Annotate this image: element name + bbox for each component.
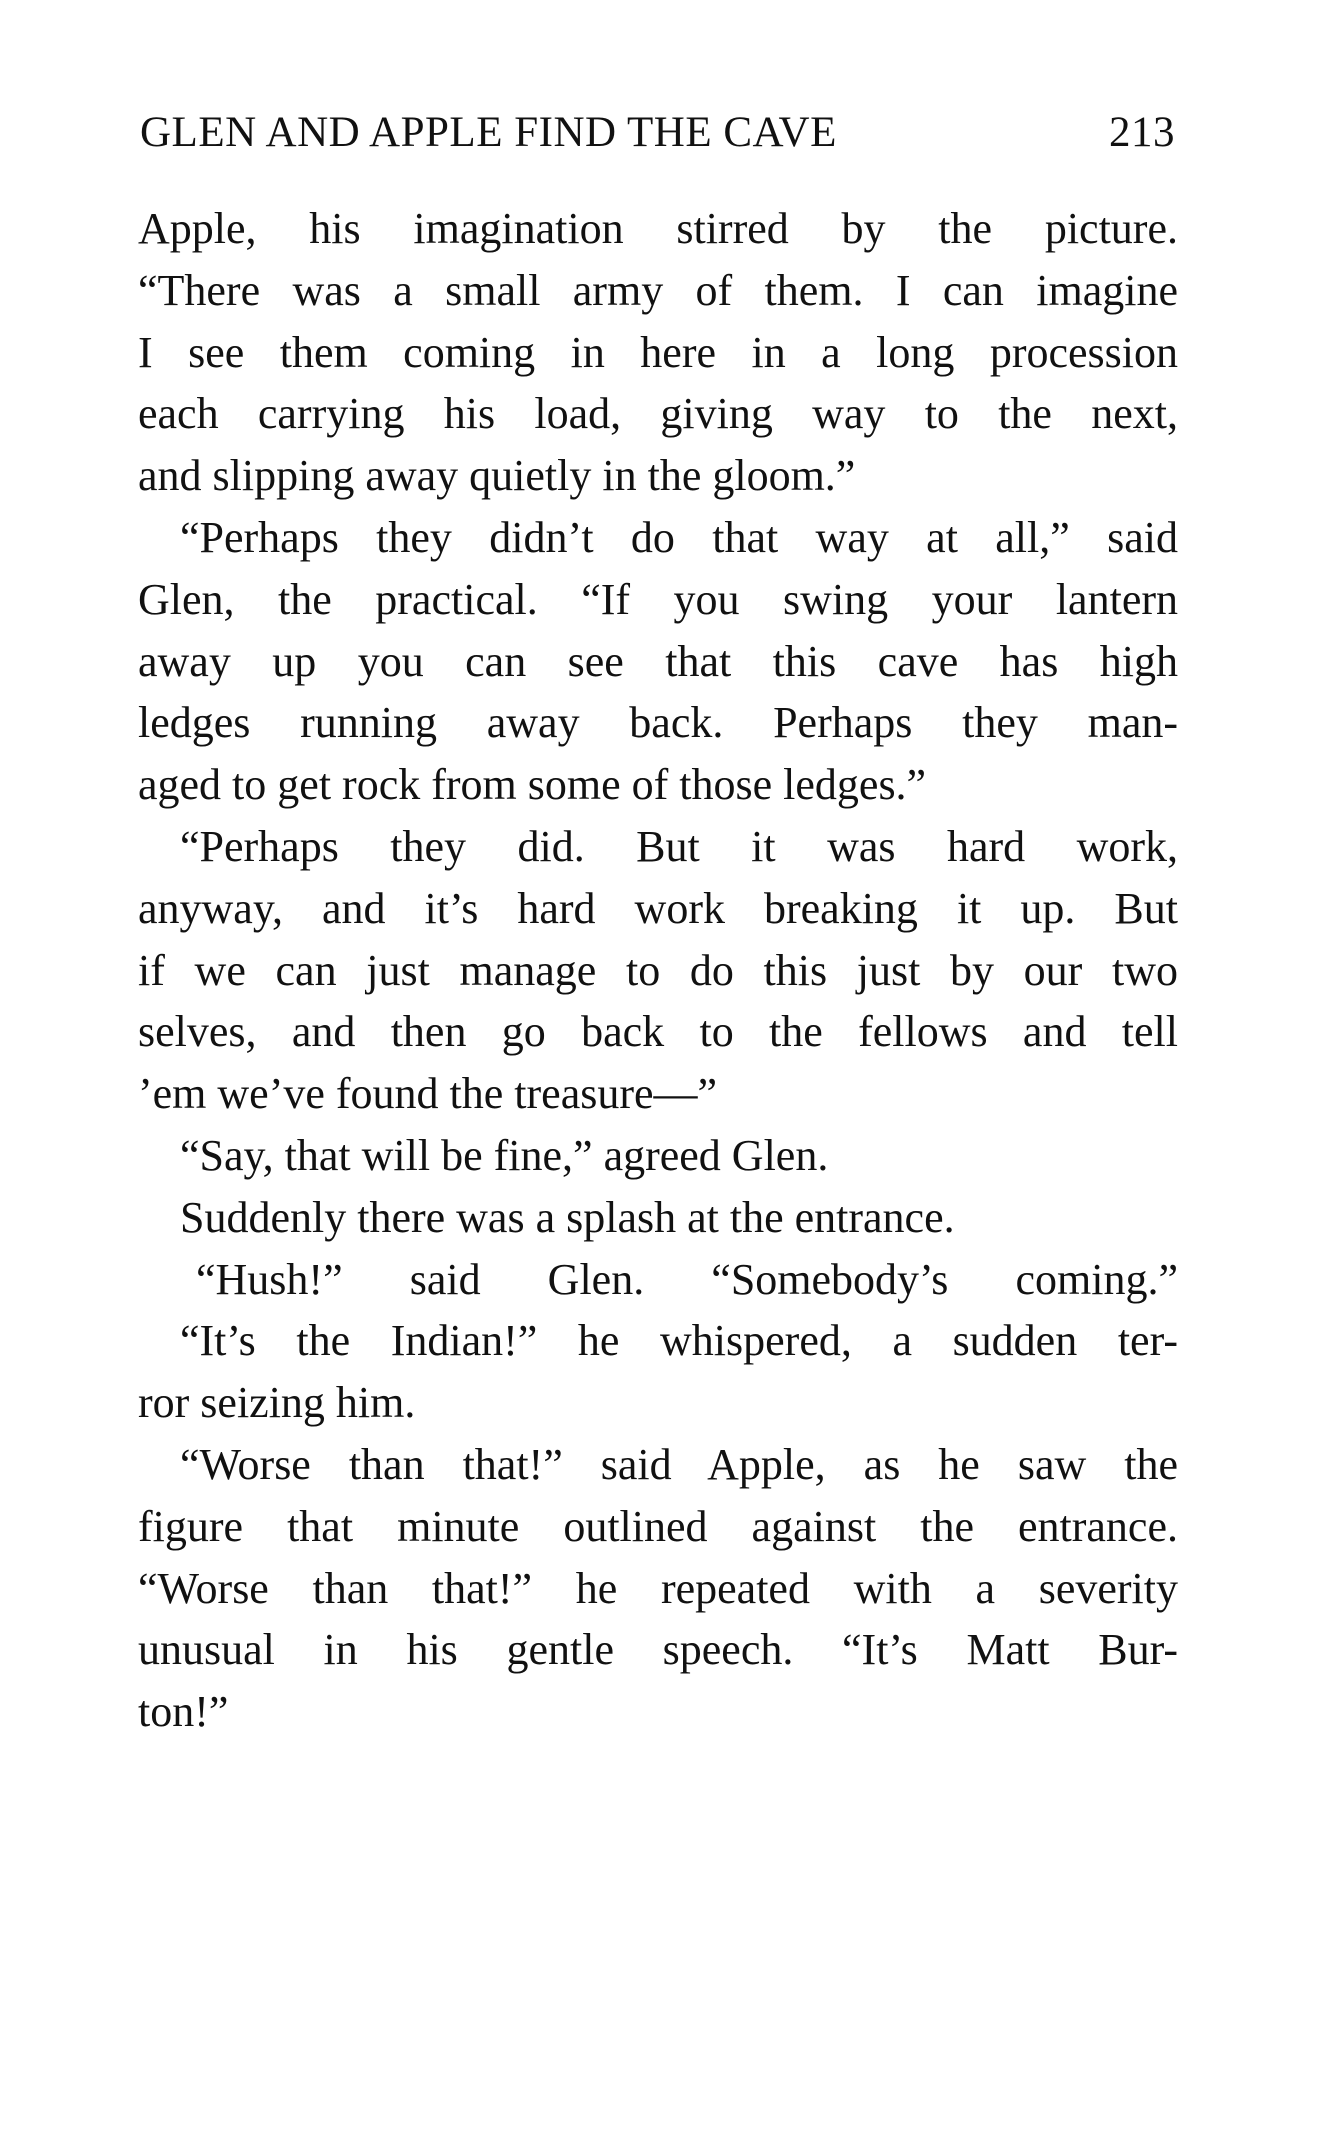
- chapter-title: GLEN AND APPLE FIND THE CAVE: [140, 109, 837, 156]
- running-head: [140, 108, 1175, 168]
- text-line: “Perhaps they did. But it was hard work,: [180, 821, 1178, 871]
- text-line: Glen, the practical. “If you swing your lantern: [138, 574, 1178, 624]
- text-line: ror seizing him.: [138, 1378, 416, 1428]
- text-line: aged to get rock from some of those ledges.”: [138, 760, 927, 810]
- text-line: figure that minute outlined against the entrance.: [138, 1501, 1178, 1551]
- text-line: away up you can see that this cave has high: [138, 636, 1178, 686]
- text-line: “Perhaps they didn’t do that way at all,” said: [180, 512, 1178, 562]
- text-line: Apple, his imagination stirred by the picture.: [138, 204, 1178, 253]
- text-line: each carrying his load, giving way to the next,: [138, 389, 1178, 439]
- text-line: and slipping away quietly in the gloom.”: [138, 451, 856, 501]
- text-line: “Worse than that!” said Apple, as he saw the: [180, 1439, 1178, 1489]
- text-line: “It’s the Indian!” he whispered, a sudden ter-: [180, 1316, 1178, 1366]
- text-line: I see them coming in here in a long procession: [138, 327, 1178, 377]
- text-line: ’em we’ve found the treasure—”: [138, 1069, 718, 1119]
- text-line: Suddenly there was a splash at the entrance.: [180, 1192, 955, 1242]
- page-number: 213: [1109, 109, 1175, 156]
- body-text: [138, 198, 1178, 1743]
- text-line: “Worse than that!” he repeated with a severity: [138, 1563, 1178, 1613]
- text-line: if we can just manage to do this just by our two: [138, 945, 1178, 995]
- text-line: ton!”: [138, 1687, 229, 1737]
- text-line: ledges running away back. Perhaps they man-: [138, 698, 1178, 748]
- text-line: selves, and then go back to the fellows and tell: [138, 1007, 1178, 1057]
- text-line: “Hush!” said Glen. “Somebody’s coming.”: [196, 1254, 1178, 1304]
- text-line: “There was a small army of them. I can imagine: [138, 265, 1178, 315]
- text-line: unusual in his gentle speech. “It’s Matt Bur-: [138, 1625, 1178, 1675]
- text-line: “Say, that will be fine,” agreed Glen.: [180, 1130, 829, 1180]
- text-line: anyway, and it’s hard work breaking it up. But: [138, 883, 1178, 933]
